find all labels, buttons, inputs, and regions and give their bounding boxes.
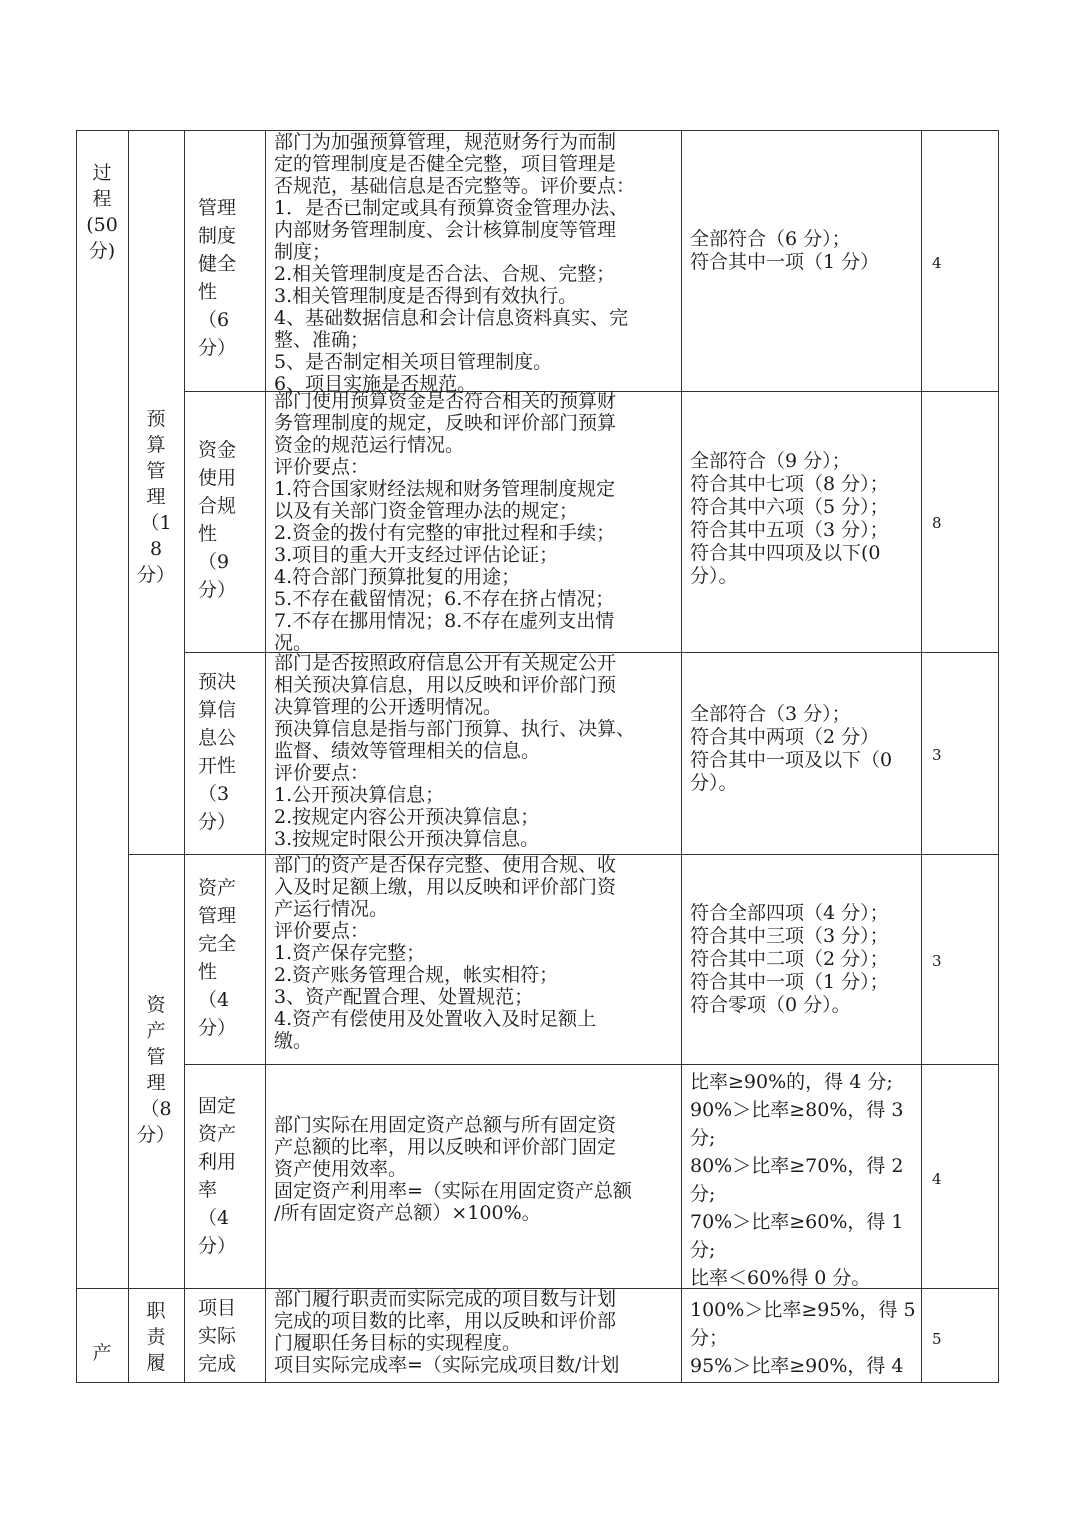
criteria-text: 部门的资产是否保存完整、使用合规、收 入及时足额上缴，用以反映和评价部门资 产运行情况。 评价要点： 1.资产保存完整； 2.资产账务管理合规，帐实相符； 3、资产配置合理、处置规范； 4.资产有偿使用及处置收入及时足额上 缴。 xyxy=(274,854,617,1052)
score-value: 4 xyxy=(932,254,942,272)
score-value: 3 xyxy=(932,952,942,970)
col-divider xyxy=(184,130,185,1383)
col-divider xyxy=(921,130,922,1383)
scoring-standard: 100%＞比率≥95%，得 5 分； 95%＞比率≥90%，得 4 xyxy=(690,1299,916,1377)
evaluation-table xyxy=(76,130,999,1382)
criteria-text: 部门履行职责而实际完成的项目数与计划 完成的项目数的比率，用以反映和评价部 门履职任务目标的实现程度。 项目实际完成率=（实际完成项目数/计划 xyxy=(274,1288,620,1376)
indicator-name: 资产 管理 完全 性 （4 分） xyxy=(198,877,237,1039)
col-divider xyxy=(681,130,682,1383)
indicator-name: 管理 制度 健全 性 （6 分） xyxy=(198,197,237,359)
criteria-text: 部门实际在用固定资产总额与所有固定资 产总额的比率，用以反映和评价部门固定 资产使用效率。 固定资产利用率=（实际在用固定资产总额 /所有固定资产总额）×100%。 xyxy=(274,1114,632,1224)
indicator-name: 预决 算信 息公 开性 （3 分） xyxy=(198,671,237,833)
scoring-standard: 全部符合（9 分）； 符合其中七项（8 分）； 符合其中六项（5 分）； 符合其中五项（3 分）； 符合其中四项及以下(0 分）。 xyxy=(690,450,889,587)
score-value: 4 xyxy=(932,1170,942,1188)
table-border-right xyxy=(998,130,999,1383)
subcategory-duty: 职 责 履 xyxy=(146,1300,166,1374)
score-value: 8 xyxy=(932,514,942,532)
category-process: 过 程 (50 分) xyxy=(86,162,118,262)
scoring-standard: 符合全部四项（4 分）； 符合其中三项（3 分）； 符合其中二项（2 分）； 符合其中一项（1 分）； 符合零项（0 分）。 xyxy=(690,902,889,1016)
col-divider xyxy=(265,130,266,1383)
criteria-text: 部门使用预算资金是否符合相关的预算财 务管理制度的规定，反映和评价部门预算 资金的规范运行情况。 评价要点： 1.符合国家财经法规和财务管理制度规定 以及有关部门资金管理办法的规定； 2.资金的拨付有完整的审批过程和手续； 3.项目的重大开支经过评估论证； 4.符合部门预算批复的用途； 5.不存在截留情况；6.不存在挤占情况； 7.不存在挪用情况；8.不存在虚列支出情 况。 xyxy=(274,390,617,654)
table-border-bottom xyxy=(76,1382,999,1383)
indicator-name: 资金 使用 合规 性 （9 分） xyxy=(198,439,237,601)
score-value: 3 xyxy=(932,746,942,764)
scoring-standard: 比率≥90%的，得 4 分; 90%＞比率≥80%，得 3 分; 80%＞比率≥70%，得 2 分; 70%＞比率≥60%，得 1 分; 比率＜60%得 0 分。 xyxy=(690,1071,904,1289)
scoring-standard: 全部符合（3 分）； 符合其中两项（2 分） 符合其中一项及以下（0 分）。 xyxy=(690,703,893,794)
indicator-name: 项目 实际 完成 xyxy=(198,1297,237,1375)
scoring-standard: 全部符合（6 分）； 符合其中一项（1 分） xyxy=(690,228,880,273)
subcategory-budget: 预 算 管 理 （1 8 分） xyxy=(136,408,175,586)
criteria-text: 部门为加强预算管理，规范财务行为而制 定的管理制度是否健全完整，项目管理是 否规范，基础信息是否完整等。评价要点： 1．是否已制定或具有预算资金管理办法、 内部财务管理制度、会计核算制度等管理 制度； 2.相关管理制度是否合法、合规、完整； 3.相关管理制度是否得到有效执行。 4、基础数据信息和会计信息资料真实、完 整、准确； 5、是否制定相关项目管理制度。 6、项目实施是否规范。 xyxy=(274,131,636,395)
score-value: 5 xyxy=(932,1330,942,1348)
col-divider xyxy=(128,130,129,1383)
subcategory-asset: 资 产 管 理 （8 分） xyxy=(136,994,175,1146)
category-output: 产 xyxy=(92,1342,112,1364)
criteria-text: 部门是否按照政府信息公开有关规定公开 相关预决算信息，用以反映和评价部门预 决算管理的公开透明情况。 预决算信息是指与部门预算、执行、决算、 监督、绩效等管理相关的信息。 评价要点： 1.公开预决算信息； 2.按规定内容公开预决算信息； 3.按规定时限公开预决算信息。 xyxy=(274,652,636,850)
indicator-name: 固定 资产 利用 率 （4 分） xyxy=(198,1095,237,1257)
col-divider xyxy=(76,130,77,1383)
row-divider xyxy=(184,1064,999,1065)
